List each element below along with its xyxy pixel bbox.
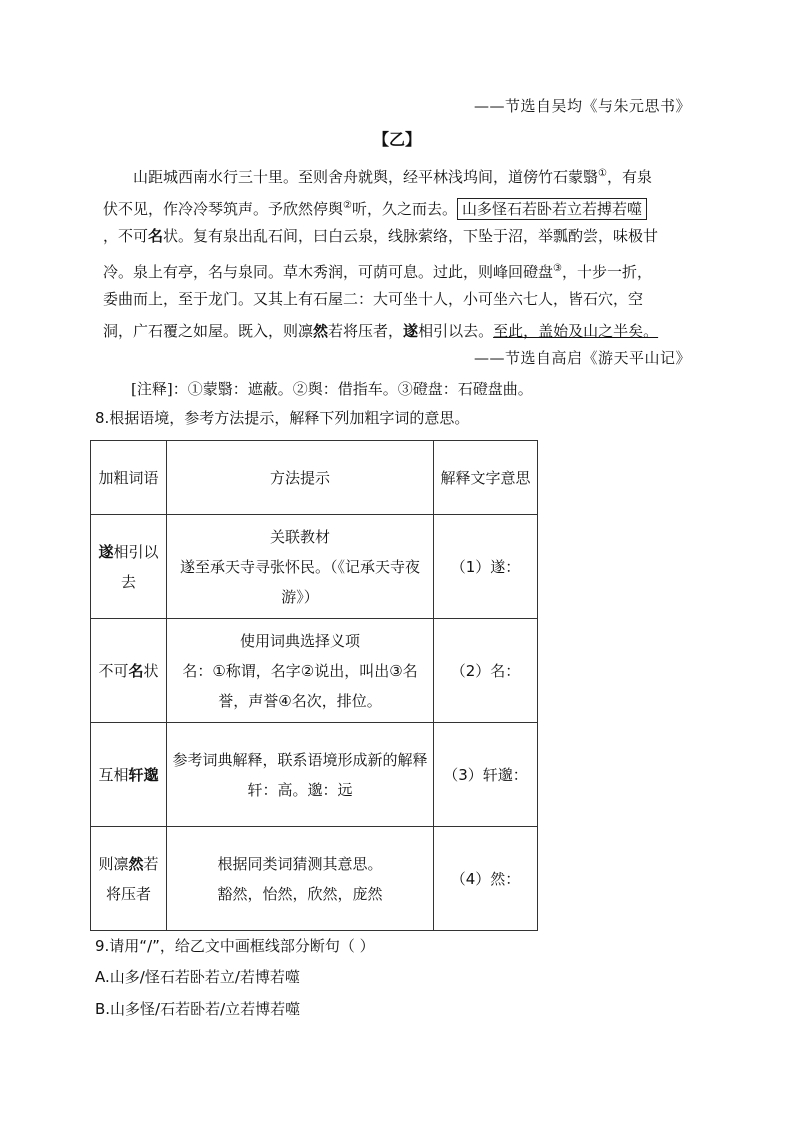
passage-text: 若将压者， (328, 321, 404, 340)
passage-text: 状。复有泉出乱石间，曰白云泉，线脉萦络，下坠于沼，举瓢酌尝，味极甘 (163, 227, 659, 245)
passage-text: 山距城西南水行三十里。至则舍舟就舆，经平林浅坞间，道傍竹石蒙翳 (133, 168, 599, 186)
method-line: 遂至承天寺寻张怀民。（《记承天寺夜游》） (179, 557, 420, 606)
cell-word (91, 827, 167, 931)
cell-method (167, 723, 434, 827)
footnote-marker: ③ (553, 262, 562, 274)
option-a[interactable]: A.山多/怪石若卧若立/若博若噬 (95, 968, 300, 986)
table-header-row (91, 441, 538, 515)
cell-word (91, 723, 167, 827)
method-line: 参考词典解释，联系语境形成新的解释 (172, 750, 428, 769)
cell-text: 若将压者 (105, 854, 159, 903)
bold-word: 遂 (403, 321, 419, 340)
cell-word (91, 515, 167, 619)
underlined-sentence: 至此，盖始及山之半矣。 (493, 321, 659, 340)
method-line: 关联教材 (269, 527, 330, 546)
method-line: 使用词典选择义项 (239, 631, 360, 650)
passage-line-1 (103, 158, 698, 190)
passage-text: 伏不见，作冷冷琴筑声。予欣然停舆 (103, 199, 344, 218)
bold-word: 名 (128, 661, 144, 680)
passage-line-2 (103, 190, 698, 222)
cell-text: 相引以去 (113, 542, 159, 591)
header-method: 方法提示 (167, 441, 434, 515)
cell-word (91, 619, 167, 723)
annotation-note: [注释]：①蒙翳：遮蔽。②舆：借指车。③磴盘：石磴盘曲。 (131, 380, 533, 398)
cell-text: 不可 (98, 661, 129, 680)
header-bold-word: 加粗词语 (91, 441, 167, 515)
bold-word: 然 (313, 321, 329, 340)
table-row (91, 515, 538, 619)
table-row (91, 619, 538, 723)
bold-word: 轩邈 (128, 765, 159, 784)
answer-field-4: （4）然： (434, 827, 538, 931)
passage-line-5: 委曲而上，至于龙门。又其上有石屋二：大可坐十人，小可坐六七人，皆石穴，空 (103, 290, 644, 308)
cell-method (167, 827, 434, 931)
bold-word: 遂 (98, 542, 114, 561)
cell-method (167, 515, 434, 619)
passage-text: ，有泉 (606, 168, 652, 186)
classical-passage (103, 158, 698, 347)
bold-word: 名 (148, 227, 164, 245)
passage-text: 洞，广石覆之如屋。既入，则凛 (103, 321, 314, 340)
passage-line-3 (103, 221, 698, 253)
header-explain: 解释文字意思 (434, 441, 538, 515)
question-8: 8.根据语境，参考方法提示，解释下列加粗字词的意思。 (95, 409, 470, 427)
passage-text: ，十步一折， (561, 262, 652, 281)
passage-line-4 (103, 253, 698, 285)
method-line: 豁然，怡然，欣然，庞然 (217, 884, 383, 903)
source-citation-1: ——节选自吴均《与朱元思书》 (473, 97, 691, 115)
table-row (91, 723, 538, 827)
method-table (90, 440, 538, 931)
option-b[interactable]: B.山多怪/石若卧若/立若博若噬 (95, 1000, 301, 1018)
passage-line-6 (103, 316, 698, 348)
section-heading: 【乙】 (372, 130, 421, 149)
table-row (91, 827, 538, 931)
method-line: 名：①称谓，名字②说出，叫出③名誉，声誉④名次，排位。 (182, 661, 418, 710)
answer-field-3: （3）轩邈： (434, 723, 538, 827)
footnote-marker: ② (343, 199, 352, 211)
passage-text: 听，久之而去。 (351, 199, 457, 218)
answer-field-2: （2）名： (434, 619, 538, 723)
cell-text: 互相 (98, 765, 129, 784)
footnote-marker: ① (598, 168, 607, 179)
answer-field-1: （1）遂： (434, 515, 538, 619)
method-line: 轩：高。邈：远 (247, 780, 353, 799)
cell-text: 状 (143, 661, 159, 680)
question-9: 9.请用“/”，给乙文中画框线部分断句（ ） (95, 937, 375, 955)
bold-word: 然 (128, 854, 144, 873)
passage-text: ，不可 (103, 227, 149, 245)
cell-text: 则凛 (98, 854, 129, 873)
passage-text: 冷。泉上有亭，名与泉同。草木秀润，可荫可息。过此，则峰回磴盘 (103, 262, 554, 281)
source-citation-2: ——节选自高启《游天平山记》 (473, 349, 691, 367)
method-line: 根据同类词猜测其意思。 (217, 854, 383, 873)
boxed-sentence: 山多怪石若卧若立若搏若噬 (457, 198, 647, 220)
passage-text: 相引以去。 (418, 321, 494, 340)
cell-method (167, 619, 434, 723)
